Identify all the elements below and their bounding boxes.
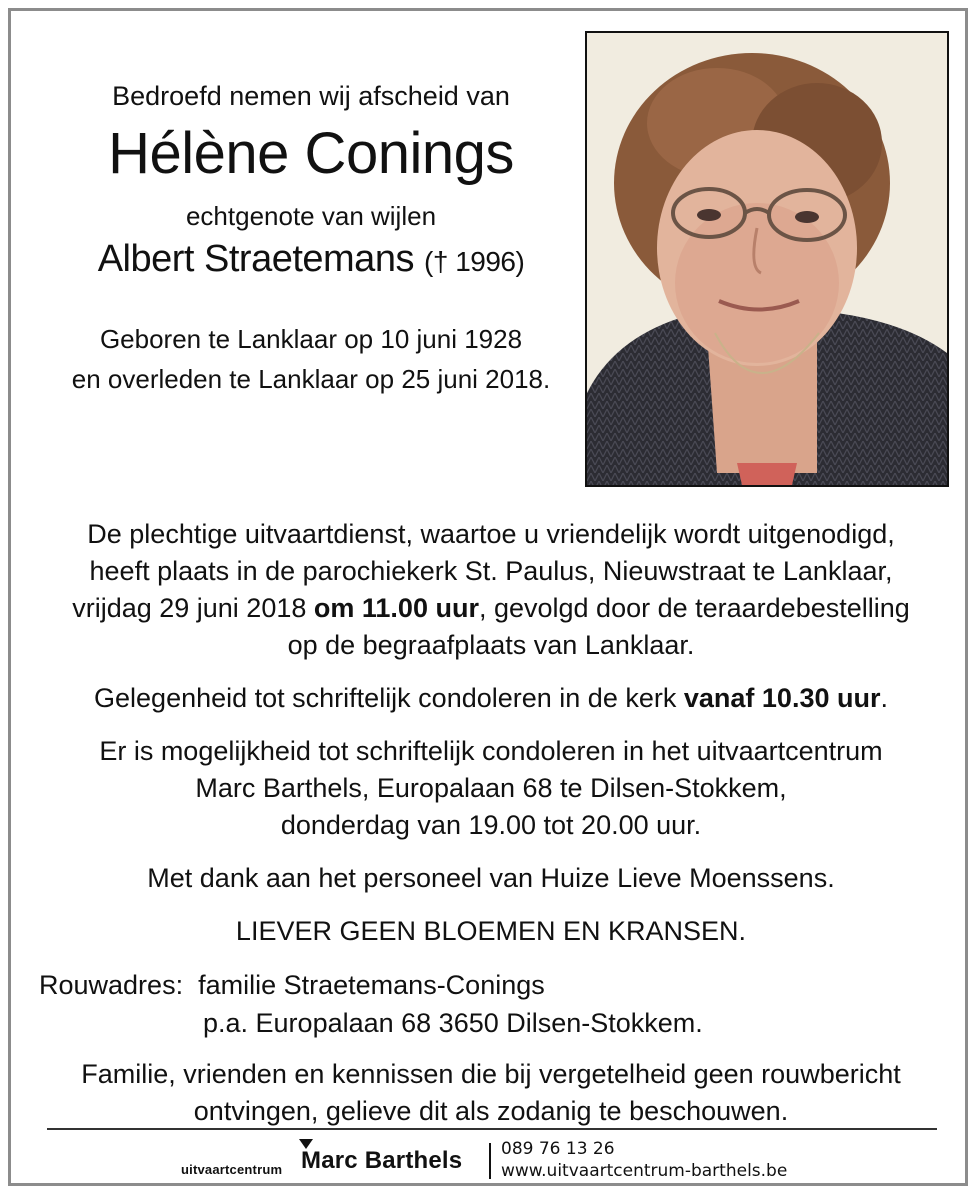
birth-line: Geboren te Lanklaar op 10 juni 1928 xyxy=(99,324,523,354)
church-condolence-time: vanaf 10.30 uur xyxy=(683,683,881,713)
service-line-3-rest: , gevolgd door de teraardebestelling xyxy=(478,593,910,623)
address-line-2: p.a. Europalaan 68 3650 Dilsen-Stokkem. xyxy=(203,1008,703,1038)
address-label: Rouwadres: xyxy=(39,970,184,1000)
footer-website-link[interactable]: www.uitvaartcentrum-barthels.be xyxy=(501,1161,788,1181)
footer-phone: 089 76 13 26 xyxy=(501,1139,615,1159)
spouse-line xyxy=(41,238,581,281)
service-line-1: De plechtige uitvaartdienst, waartoe u vriendelijk wordt uitgenodigd, xyxy=(87,519,895,549)
service-line-2: heeft plaats in de parochiekerk St. Paulus, Nieuwstraat te Lanklaar, xyxy=(89,556,893,586)
footer-label: uitvaartcentrum xyxy=(181,1162,283,1177)
church-condolence-end: . xyxy=(880,683,888,713)
footer-divider-line xyxy=(47,1128,937,1130)
church-condolence xyxy=(31,680,951,717)
closing-note xyxy=(31,1056,951,1130)
intro-text: Bedroefd nemen wij afscheid van xyxy=(112,81,510,111)
service-date: vrijdag 29 juni 2018 xyxy=(72,593,307,623)
death-line: en overleden te Lanklaar op 25 juni 2018. xyxy=(71,364,551,394)
obituary-card xyxy=(8,8,968,1186)
portrait-illustration xyxy=(587,33,947,485)
life-dates xyxy=(41,319,581,399)
mourning-address xyxy=(39,966,703,1042)
header-block xyxy=(41,81,581,399)
church-condolence-text: Gelegenheid tot schriftelijk condoleren in de kerk xyxy=(94,683,677,713)
spouse-death-year: († 1996) xyxy=(424,246,525,277)
service-time: om 11.00 uur xyxy=(313,593,479,623)
center-condolence-line-2: Marc Barthels, Europalaan 68 te Dilsen-Stokkem, xyxy=(195,773,787,803)
center-condolence-line-3: donderdag van 19.00 tot 20.00 uur. xyxy=(280,810,702,840)
deceased-name: Hélène Conings xyxy=(108,121,514,186)
center-condolence-line-1: Er is mogelijkheid tot schriftelijk condoleren in het uitvaartcentrum xyxy=(99,736,883,766)
closing-line-2: ontvingen, gelieve dit als zodanig te beschouwen. xyxy=(193,1096,789,1126)
service-paragraph xyxy=(31,516,951,664)
thanks-text: Met dank aan het personeel van Huize Lieve Moenssens. xyxy=(147,863,835,893)
footer-brand: Marc Barthels xyxy=(301,1147,463,1174)
address-line-1: familie Straetemans-Conings xyxy=(198,970,545,1000)
footer-vertical-divider xyxy=(489,1143,491,1179)
footer xyxy=(181,1139,821,1184)
service-line-4: op de begraafplaats van Lanklaar. xyxy=(287,630,695,660)
portrait-photo xyxy=(585,31,949,487)
spouse-name: Albert Straetemans xyxy=(97,238,414,280)
closing-line-1: Familie, vrienden en kennissen die bij vergetelheid geen rouwbericht xyxy=(81,1059,901,1089)
center-condolence xyxy=(31,733,951,844)
no-flowers-text: LIEVER GEEN BLOEMEN EN KRANSEN. xyxy=(235,916,747,946)
service-details xyxy=(31,516,951,966)
spouse-intro: echtgenote van wijlen xyxy=(185,201,437,231)
